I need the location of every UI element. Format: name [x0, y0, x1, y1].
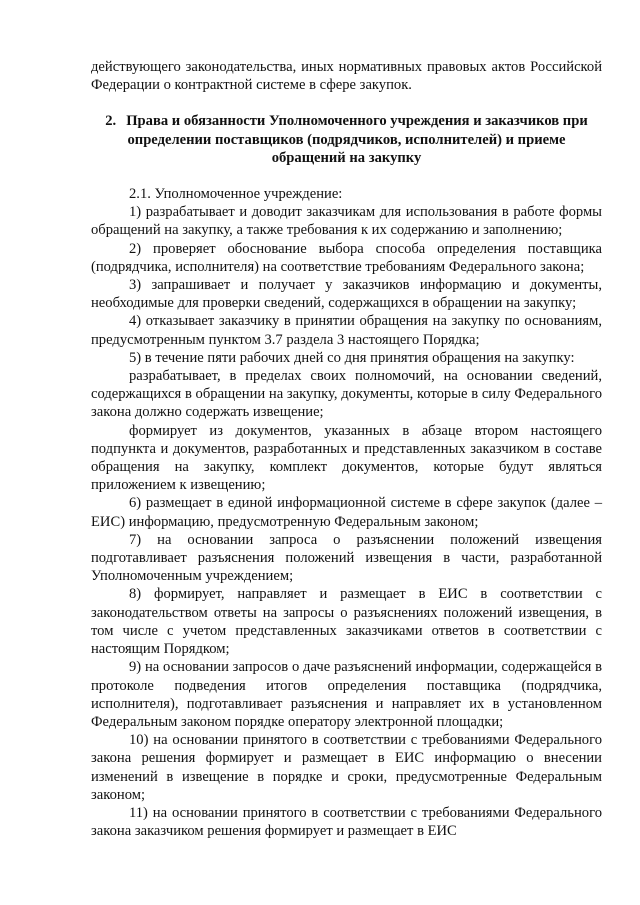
paragraph-item-1: 1) разрабатывает и доводит заказчикам для использования в работе формы обращений на закупку, а также требования к их содержанию и заполнению; — [91, 204, 602, 239]
paragraph-item-10: 10) на основании принятого в соответствии с требованиями Федерального закона решения формирует и размещает в ЕИС информацию о внесении изменений в извещение в порядке и сроки, предусмотренные Федеральным законом; — [91, 732, 602, 803]
paragraph-2-1: 2.1. Уполномоченное учреждение: — [129, 186, 343, 203]
paragraph-item-11: 11) на основании принятого в соответствии с требованиями Федерального закона заказчиком решения формирует и размещает в ЕИС — [91, 804, 602, 840]
intro-paragraph: действующего законодательства, иных нормативных правовых актов Российской Федерации о контрактной системе в сфере закупок. — [91, 59, 602, 94]
paragraph-item-8: 8) формирует, направляет и размещает в ЕИС в соответствии с законодательством ответы на запросы о разъяснениях положений извещения, в том числе с учетом представленных заказчиками ответов в соответствии с настоящим Порядком; — [91, 586, 602, 658]
paragraph-item-5-sub-2: формирует из документов, указанных в абзаце втором настоящего подпункта и документов, разработанных и представленных заказчиком в составе обращения на закупку, комплект документов, которые будут являться приложением к извещению; — [91, 422, 602, 494]
document-page — [91, 58, 602, 840]
section-heading — [91, 112, 602, 167]
paragraph-item-5-sub-1: разрабатывает, в пределах своих полномочий, на основании сведений, содержащихся в обращении на закупку, документы, которые в силу Федерального закона должно содержать извещение; — [91, 368, 602, 421]
paragraph-item-4: 4) отказывает заказчику в принятии обращения на закупку по основаниям, предусмотренным пунктом 3.7 раздела 3 настоящего Порядка; — [91, 313, 602, 348]
paragraph-item-9: 9) на основании запросов о даче разъяснений информации, содержащейся в протоколе подведения итогов определения поставщика (подрядчика, исполнителя), подготавливает разъяснения и направляет их в установленном Федеральным законом порядке оператору электронной площадки; — [91, 659, 602, 730]
paragraph-item-5: 5) в течение пяти рабочих дней со дня принятия обращения на закупку: — [129, 349, 575, 366]
paragraph-item-6: 6) размещает в единой информационной системе в сфере закупок (далее – ЕИС) информацию, предусмотренную Федеральным законом; — [91, 495, 602, 530]
section-number: 2. — [105, 113, 117, 130]
paragraph-item-7: 7) на основании запроса о разъяснении положений извещения подготавливает разъяснения положений извещения в части, разработанной Уполномоченным учреждением; — [91, 531, 602, 585]
paragraph-item-2: 2) проверяет обоснование выбора способа определения поставщика (подрядчика, исполнителя) на соответствие требованиям Федерального закона; — [91, 240, 602, 275]
paragraph-item-3: 3) запрашивает и получает у заказчиков информацию и документы, необходимые для проверки сведений, содержащихся в обращении на закупку; — [91, 277, 602, 312]
section-title: Права и обязанности Уполномоченного учреждения и заказчиков при определении поставщиков (подрядчиков, исполнителей) и приеме обращений на закупку — [126, 113, 588, 166]
